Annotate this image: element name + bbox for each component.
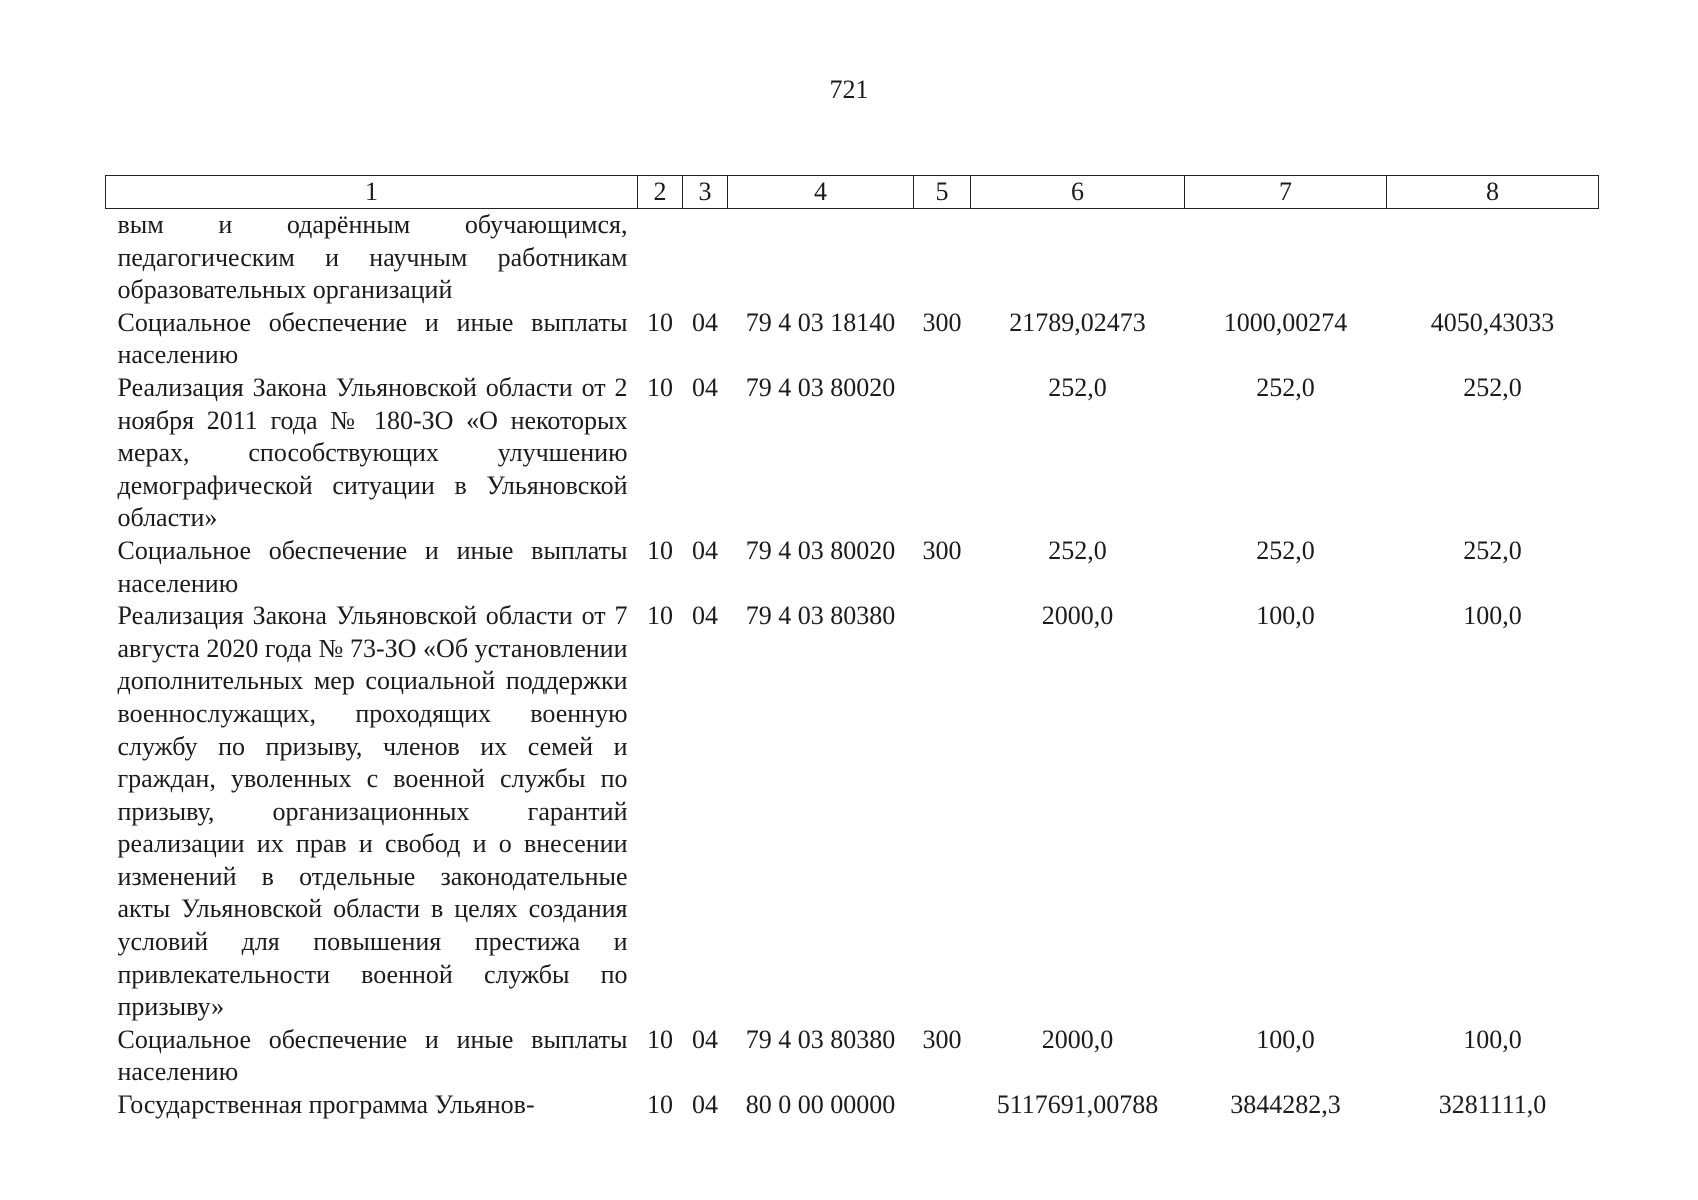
column-header-2: 2 — [638, 176, 683, 209]
cell-target-code: 79 4 03 80380 — [745, 1024, 896, 1054]
cell-amount-8: 252,0 — [1463, 535, 1522, 565]
header-row — [106, 176, 1599, 209]
column-header-6: 6 — [971, 176, 1185, 209]
cell-amount-7: 252,0 — [1256, 372, 1315, 402]
cell-subsection: 04 — [692, 1090, 718, 1120]
cell-target-code: 80 0 00 00000 — [745, 1090, 896, 1120]
column-header-4: 4 — [728, 176, 914, 209]
column-header-7: 7 — [1185, 176, 1387, 209]
cell-amount-6: 2000,0 — [1041, 1024, 1114, 1054]
column-header-1: 1 — [106, 176, 638, 209]
cell-subsection: 04 — [692, 372, 718, 402]
cell-amount-8: 252,0 — [1463, 372, 1522, 402]
cell-amount-8: 4050,43033 — [1430, 307, 1555, 337]
cell-subsection: 04 — [692, 307, 718, 337]
column-header-3: 3 — [683, 176, 728, 209]
cell-amount-7: 3844282,3 — [1230, 1090, 1341, 1120]
table-row — [106, 209, 1599, 307]
cell-section: 10 — [647, 307, 673, 337]
table-row — [106, 1089, 1599, 1122]
cell-subsection: 04 — [692, 535, 718, 565]
row-name: Реализация Закона Ульяновской области от 7 августа 2020 года № 73-ЗО «Об установлении дополнительных мер социальной поддержки военнослужащих, проходящих военную службу по призыву, членов их семей и граждан, уволенных с военной службы по призыву, организационных гарантий реализации их прав и свобод и о внесении изменений в отдельные законодательные акты Ульяновской области в целях создания условий для повышения престижа и привлекательности военной службы по призыву» — [117, 601, 628, 1022]
row-name: Социальное обеспечение и иные выплаты населению — [117, 1024, 628, 1087]
row-name: Социальное обеспечение и иные выплаты населению — [117, 535, 628, 598]
budget-table — [105, 175, 1599, 1122]
cell-target-code — [728, 209, 914, 307]
cell-amount-7: 100,0 — [1256, 1024, 1315, 1054]
cell-amount-6 — [971, 209, 1185, 307]
cell-section — [638, 209, 683, 307]
table-row — [106, 600, 1599, 1024]
cell-section: 10 — [647, 535, 673, 565]
cell-amount-8: 100,0 — [1463, 601, 1522, 631]
cell-target-code: 79 4 03 80380 — [745, 601, 896, 631]
row-name: Социальное обеспечение и иные выплаты населению — [117, 307, 628, 370]
table-row — [106, 535, 1599, 600]
column-header-5: 5 — [914, 176, 971, 209]
cell-target-code: 79 4 03 80020 — [745, 372, 896, 402]
cell-expense-type: 300 — [922, 307, 962, 337]
table-row — [106, 307, 1599, 372]
column-header-8: 8 — [1387, 176, 1599, 209]
cell-target-code: 79 4 03 80020 — [745, 535, 896, 565]
cell-amount-6: 252,0 — [1048, 372, 1107, 402]
cell-section: 10 — [647, 1090, 673, 1120]
cell-amount-8: 100,0 — [1463, 1024, 1522, 1054]
cell-amount-7 — [1185, 209, 1387, 307]
cell-expense-type — [914, 209, 971, 307]
cell-amount-6: 2000,0 — [1041, 601, 1114, 631]
cell-target-code: 79 4 03 18140 — [745, 307, 896, 337]
cell-expense-type: 300 — [922, 1024, 962, 1054]
cell-section: 10 — [647, 601, 673, 631]
row-name: Государственная программа Ульянов- — [117, 1090, 535, 1120]
cell-amount-6: 21789,02473 — [1009, 307, 1146, 337]
table-row — [106, 1024, 1599, 1089]
page-number: 721 — [829, 75, 869, 104]
cell-section: 10 — [647, 1024, 673, 1054]
cell-subsection: 04 — [692, 601, 718, 631]
cell-amount-7: 252,0 — [1256, 535, 1315, 565]
cell-amount-6: 5117691,00788 — [996, 1090, 1159, 1120]
cell-expense-type — [914, 372, 971, 535]
row-name: Реализация Закона Ульяновской области от 2 ноября 2011 года № 180-ЗО «О некоторых мерах, способствующих улучшению демографической ситуации в Ульяновской области» — [117, 372, 628, 533]
cell-subsection: 04 — [692, 1024, 718, 1054]
cell-expense-type — [914, 1089, 971, 1122]
cell-amount-7: 100,0 — [1256, 601, 1315, 631]
cell-amount-6: 252,0 — [1048, 535, 1107, 565]
cell-section: 10 — [647, 372, 673, 402]
cell-subsection — [683, 209, 728, 307]
cell-amount-8: 3281111,0 — [1438, 1090, 1547, 1120]
cell-amount-7: 1000,00274 — [1223, 307, 1348, 337]
cell-amount-8 — [1387, 209, 1599, 307]
cell-expense-type — [914, 600, 971, 1024]
table-row — [106, 372, 1599, 535]
row-name: вым и одарённым обучающимся, педагогическим и научным работникам образовательных организаций — [117, 210, 628, 305]
cell-expense-type: 300 — [922, 535, 962, 565]
